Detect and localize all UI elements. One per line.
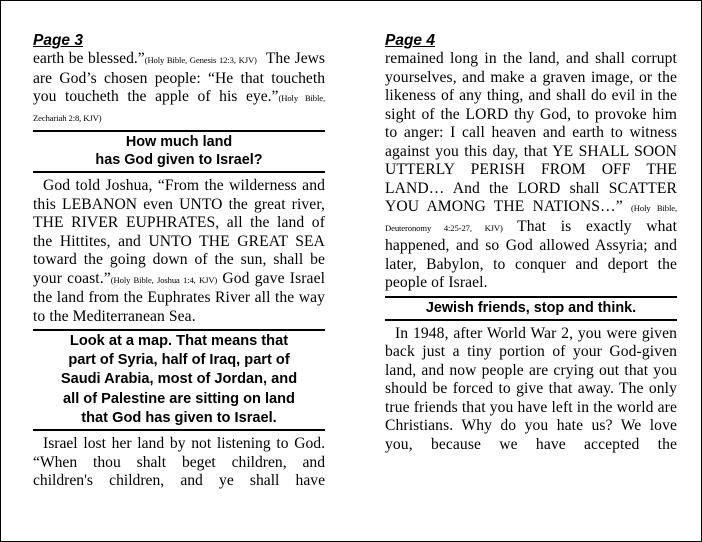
heading-line: has God given to Israel? bbox=[95, 152, 263, 168]
body-text: That is exactly what happened, and so God allowed Assyria; and later, Babylon, to conquer and deport the people of Israel. bbox=[385, 217, 677, 291]
callout-heading bbox=[33, 329, 325, 431]
heading-line: Look at a map. That means that bbox=[69, 333, 289, 349]
paragraph bbox=[385, 325, 677, 455]
body-text: remained long in the land, and shall corrupt yourselves, and make a graven image, or the likeness of any thing, and shall do evil in the sight of the LORD thy God, to provoke him to anger: I call heaven and earth to witness against you this day, that YE SHALL SOON UTTERLY PERISH FROM OFF THE LAND… And the LORD shall SCATTER YOU AMONG THE NATIONS…” bbox=[385, 50, 677, 215]
heading-line: Saudi Arabia, most of Jordan, and bbox=[60, 371, 298, 388]
heading-line: Jewish friends, stop and think. bbox=[425, 299, 637, 316]
heading-line: part of Syria, half of Iraq, part of bbox=[68, 352, 290, 369]
section-heading bbox=[385, 296, 677, 321]
citation: (Holy Bible, Genesis 12:3, KJV) bbox=[144, 55, 257, 65]
body-text: Israel lost her land by not listening to God. “When thou shalt beget children, and children's children, and ye shall have bbox=[33, 435, 325, 490]
body-text: In 1948, after World War 2, you were given back just a tiny portion of your God-given land, and now people are crying out that you should be forced to give that away. The only true friends that you have left in the world are Christians. Why do you hate us? We love you, because we have accepted the bbox=[385, 324, 677, 453]
body-text: God told Joshua, “From the wilderness and this LEBANON even UNTO the great river, THE RIVER EUPHRATES, all the land of the Hittites, and UNTO THE GREAT SEA toward the going down of the sun, shall be your coast.” bbox=[33, 177, 325, 287]
body-text: earth be blessed.” bbox=[33, 50, 145, 67]
paragraph bbox=[33, 177, 325, 326]
page-label: Page 3 bbox=[33, 32, 83, 49]
heading-line: that God has given to Israel. bbox=[81, 409, 277, 426]
paragraph bbox=[385, 50, 677, 293]
body-text: God gave Israel the land from the Euphrates River all the way to the Mediterranean Sea. bbox=[33, 269, 326, 325]
body-text: The Jews are God’s chosen people: “He that toucheth you toucheth the apple of his eye.” bbox=[33, 50, 325, 105]
citation: (Holy Bible, Joshua 1:4, KJV) bbox=[110, 274, 218, 285]
heading-line: all of Palestine are sitting on land bbox=[63, 390, 295, 407]
heading-line: How much land bbox=[125, 134, 233, 150]
page-label: Page 4 bbox=[385, 32, 435, 49]
page-3 bbox=[33, 33, 325, 491]
citation: (Holy Bible, Zechariah 2:8, KJV) bbox=[33, 93, 325, 123]
citation: (Holy Bible, Deuteronomy 4:25-27, KJV) bbox=[385, 203, 677, 233]
page-4 bbox=[385, 33, 677, 454]
paragraph bbox=[33, 50, 325, 127]
section-heading bbox=[33, 130, 325, 173]
paragraph bbox=[33, 435, 325, 491]
